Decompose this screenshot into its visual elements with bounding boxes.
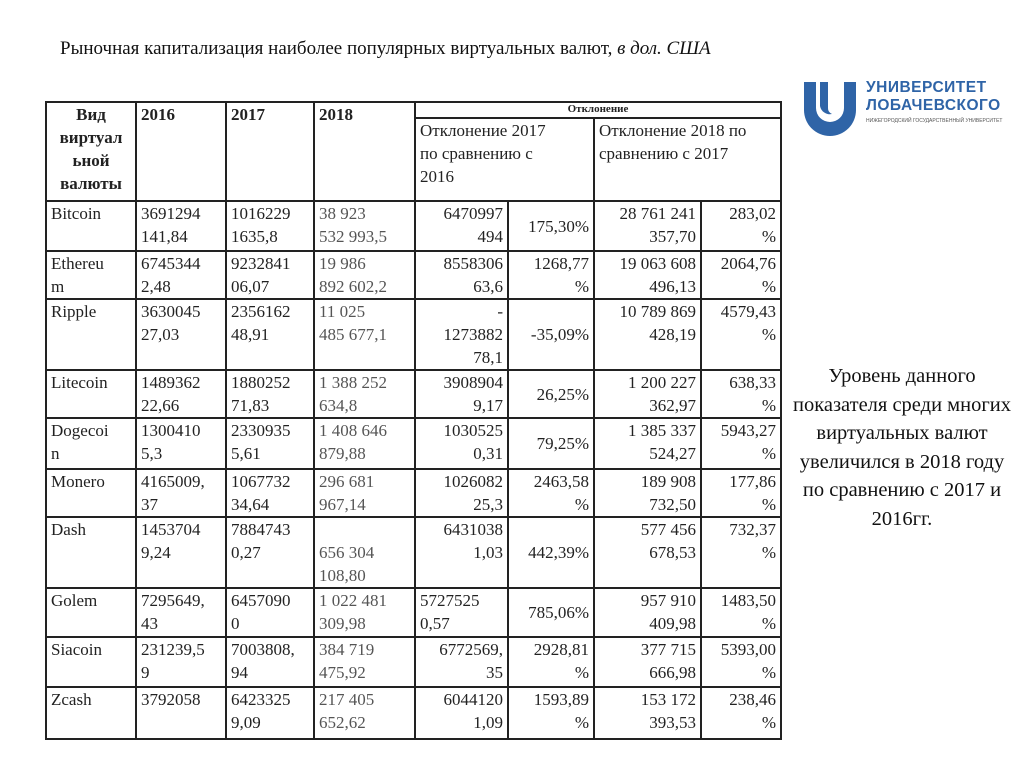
cell-y2017: 1016229 1635,8: [226, 201, 314, 251]
cell-d2p: 5943,27 %: [701, 418, 781, 469]
cell-y2017: 6457090 0: [226, 588, 314, 637]
cell-y2018: 11 025 485 677,1: [314, 299, 415, 370]
cell-d1: 6431038 1,03: [415, 517, 508, 588]
cell-d2: 153 172 393,53: [594, 687, 701, 739]
header-dev-2018: Отклонение 2018 по сравнению с 2017: [594, 118, 781, 201]
title-unit: в дол. США: [617, 38, 711, 59]
cell-d1: 1030525 0,31: [415, 418, 508, 469]
cell-y2016: 231239,5 9: [136, 637, 226, 687]
table-row: [46, 687, 781, 739]
slide-title: [60, 38, 711, 60]
cell-d2: 377 715 666,98: [594, 637, 701, 687]
cell-name: Siacoin: [46, 637, 136, 687]
logo-emblem-icon: [800, 76, 860, 136]
cell-y2017: 2356162 48,91: [226, 299, 314, 370]
cell-y2016: 4165009, 37: [136, 469, 226, 517]
cell-d2p: 732,37 %: [701, 517, 781, 588]
cell-d1p: 79,25%: [508, 418, 594, 469]
cell-y2017: 2330935 5,61: [226, 418, 314, 469]
cell-d2p: 2064,76 %: [701, 251, 781, 299]
conclusion-text: Уровень данного показателя среди многих виртуальных валют увеличился в 2018 году по сравнению с 2017 и 2016гг.: [792, 365, 1011, 530]
cell-y2017: 9232841 06,07: [226, 251, 314, 299]
cell-d1: 6470997 494: [415, 201, 508, 251]
cell-y2018: 384 719 475,92: [314, 637, 415, 687]
cell-d1p: 26,25%: [508, 370, 594, 418]
cell-y2016: 3691294 141,84: [136, 201, 226, 251]
cell-y2018: 19 986 892 602,2: [314, 251, 415, 299]
cell-name: Ripple: [46, 299, 136, 370]
cell-d1: 3908904 9,17: [415, 370, 508, 418]
cell-y2017: 7003808, 94: [226, 637, 314, 687]
cell-d2p: 177,86 %: [701, 469, 781, 517]
logo-line1: УНИВЕРСИТЕТ: [866, 79, 987, 96]
cell-d2: 1 200 227 362,97: [594, 370, 701, 418]
logo-line3: НИЖЕГОРОДСКИЙ ГОСУДАРСТВЕННЫЙ УНИВЕРСИТЕТ: [866, 118, 1003, 124]
table-row: [46, 469, 781, 517]
cell-y2016: 6745344 2,48: [136, 251, 226, 299]
header-currency: Вид виртуал ьной валюты: [46, 102, 136, 201]
capitalization-table: [45, 101, 782, 740]
cell-d2p: 238,46 %: [701, 687, 781, 739]
table-row: [46, 637, 781, 687]
cell-y2018: 217 405 652,62: [314, 687, 415, 739]
cell-y2016: 3630045 27,03: [136, 299, 226, 370]
title-text: Рыночная капитализация наиболее популярных виртуальных валют,: [60, 38, 618, 59]
table-row: [46, 251, 781, 299]
cell-d2p: 5393,00 %: [701, 637, 781, 687]
cell-name: Monero: [46, 469, 136, 517]
cell-d2: 19 063 608 496,13: [594, 251, 701, 299]
cell-name: Bitcoin: [46, 201, 136, 251]
cell-d1p: 785,06%: [508, 588, 594, 637]
cell-name: Dash: [46, 517, 136, 588]
cell-y2018: 1 408 646 879,88: [314, 418, 415, 469]
cell-y2016: 3792058: [136, 687, 226, 739]
table-body: [46, 201, 781, 739]
table-row: [46, 588, 781, 637]
cell-y2016: 1453704 9,24: [136, 517, 226, 588]
cell-d2p: 4579,43 %: [701, 299, 781, 370]
cell-d1: 6772569, 35: [415, 637, 508, 687]
cell-d1p: 1268,77 %: [508, 251, 594, 299]
cell-y2018: 296 681 967,14: [314, 469, 415, 517]
table-row: [46, 201, 781, 251]
cell-d1p: 175,30%: [508, 201, 594, 251]
cell-y2017: 1880252 71,83: [226, 370, 314, 418]
cell-d2p: 283,02 %: [701, 201, 781, 251]
cell-d2: 577 456 678,53: [594, 517, 701, 588]
cell-y2018: 656 304 108,80: [314, 517, 415, 588]
cell-y2017: 6423325 9,09: [226, 687, 314, 739]
header-dev-2017: Отклонение 2017 по сравнению с 2016: [415, 118, 594, 201]
header-deviation: Отклонение: [415, 102, 781, 118]
cell-d2: 10 789 869 428,19: [594, 299, 701, 370]
table-row: [46, 418, 781, 469]
cell-y2017: 7884743 0,27: [226, 517, 314, 588]
cell-d1p: 2928,81 %: [508, 637, 594, 687]
table-row: [46, 517, 781, 588]
cell-name: Golem: [46, 588, 136, 637]
cell-d2: 957 910 409,98: [594, 588, 701, 637]
cell-d1: - 1273882 78,1: [415, 299, 508, 370]
logo-line2: ЛОБАЧЕВСКОГО: [866, 97, 1001, 114]
cell-name: Litecoin: [46, 370, 136, 418]
university-logo: [800, 76, 1010, 136]
cell-d1p: 442,39%: [508, 517, 594, 588]
cell-name: Zcash: [46, 687, 136, 739]
table-row: [46, 299, 781, 370]
cell-d1p: -35,09%: [508, 299, 594, 370]
cell-d1: 6044120 1,09: [415, 687, 508, 739]
cell-name: Dogecoi n: [46, 418, 136, 469]
cell-d2p: 638,33 %: [701, 370, 781, 418]
header-2016: 2016: [136, 102, 226, 201]
cell-d1: 1026082 25,3: [415, 469, 508, 517]
cell-d1: 8558306 63,6: [415, 251, 508, 299]
cell-d2: 1 385 337 524,27: [594, 418, 701, 469]
cell-d2p: 1483,50 %: [701, 588, 781, 637]
cell-d2: 189 908 732,50: [594, 469, 701, 517]
header-2017: 2017: [226, 102, 314, 201]
cell-name: Ethereu m: [46, 251, 136, 299]
cell-y2016: 1489362 22,66: [136, 370, 226, 418]
cell-d1: 5727525 0,57: [415, 588, 508, 637]
cell-y2016: 7295649, 43: [136, 588, 226, 637]
cell-y2018: 38 923 532 993,5: [314, 201, 415, 251]
header-2018: 2018: [314, 102, 415, 201]
table-row: [46, 370, 781, 418]
cell-y2018: 1 022 481 309,98: [314, 588, 415, 637]
cell-y2016: 1300410 5,3: [136, 418, 226, 469]
cell-d2: 28 761 241 357,70: [594, 201, 701, 251]
cell-d1p: 2463,58 %: [508, 469, 594, 517]
cell-y2018: 1 388 252 634,8: [314, 370, 415, 418]
cell-y2017: 1067732 34,64: [226, 469, 314, 517]
cell-d1p: 1593,89 %: [508, 687, 594, 739]
